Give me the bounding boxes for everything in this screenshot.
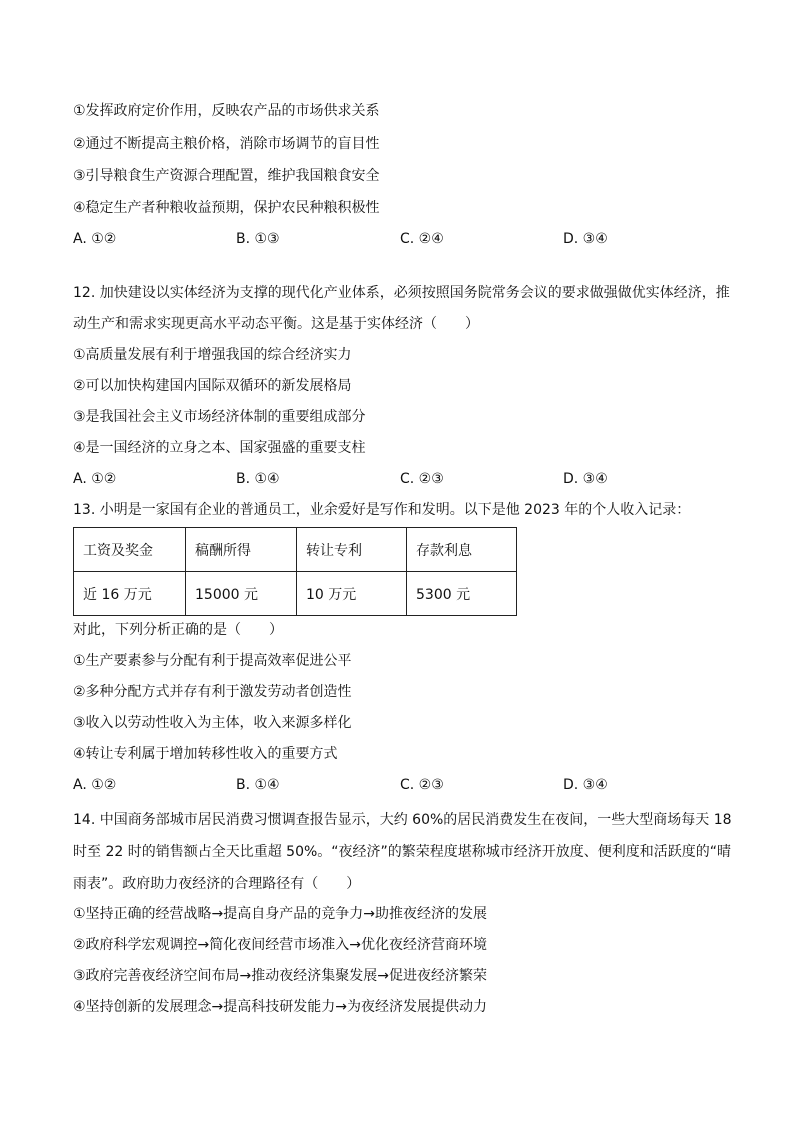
q11-option-b[interactable]: B. ①③ xyxy=(236,231,280,247)
table-header-cell: 转让专利 xyxy=(297,528,407,572)
q12-option-b[interactable]: B. ①④ xyxy=(236,471,280,487)
q12-option-a[interactable]: A. ①② xyxy=(73,471,117,487)
q14-stem-line-1: 14. 中国商务部城市居民消费习惯调查报告显示，大约 60%的居民消费发生在夜间，一些大型商场每天 18 xyxy=(73,812,732,828)
q11-item-2: ②通过不断提高主粮价格，消除市场调节的盲目性 xyxy=(73,136,380,152)
q13-options xyxy=(73,775,713,795)
table-value-cell: 5300 元 xyxy=(407,572,517,616)
q13-item-3: ③收入以劳动性收入为主体，收入来源多样化 xyxy=(73,715,352,731)
q14-item-4: ④坚持创新的发展理念→提高科技研发能力→为夜经济发展提供动力 xyxy=(73,999,488,1015)
q14-item-2: ②政府科学宏观调控→简化夜间经营市场准入→优化夜经济营商环境 xyxy=(73,937,488,953)
q11-options xyxy=(73,229,713,249)
table-value-cell: 近 16 万元 xyxy=(74,572,186,616)
q11-item-4: ④稳定生产者种粮收益预期，保护农民种粮积极性 xyxy=(73,200,380,216)
q12-item-4: ④是一国经济的立身之本、国家强盛的重要支柱 xyxy=(73,440,366,456)
q13-option-b[interactable]: B. ①④ xyxy=(236,777,280,793)
q13-item-2: ②多种分配方式并存有利于激发劳动者创造性 xyxy=(73,684,352,700)
table-header-cell: 稿酬所得 xyxy=(186,528,297,572)
table-header-cell: 存款利息 xyxy=(407,528,517,572)
q12-stem-line-2: 动生产和需求实现更高水平动态平衡。这是基于实体经济（ ） xyxy=(73,316,479,332)
q13-question: 对此，下列分析正确的是（ ） xyxy=(73,622,283,638)
table-header-cell: 工资及奖金 xyxy=(74,528,186,572)
q12-option-c[interactable]: C. ②③ xyxy=(400,471,444,487)
q13-item-4: ④转让专利属于增加转移性收入的重要方式 xyxy=(73,746,338,762)
q12-option-d[interactable]: D. ③④ xyxy=(563,471,608,487)
q12-options xyxy=(73,469,713,489)
income-table-header-row xyxy=(74,528,517,572)
q14-stem-line-2: 时至 22 时的销售额占全天比重超 50%。“夜经济”的繁荣程度堪称城市经济开放度、便利度和活跃度的“晴 xyxy=(73,844,732,860)
income-table-value-row xyxy=(74,572,517,616)
q11-option-c[interactable]: C. ②④ xyxy=(400,231,444,247)
q11-option-d[interactable]: D. ③④ xyxy=(563,231,608,247)
q11-item-3: ③引导粮食生产资源合理配置，维护我国粮食安全 xyxy=(73,168,380,184)
q11-item-1: ①发挥政府定价作用，反映农产品的市场供求关系 xyxy=(73,103,380,119)
q13-option-a[interactable]: A. ①② xyxy=(73,777,117,793)
q14-item-1: ①坚持正确的经营战略→提高自身产品的竞争力→助推夜经济的发展 xyxy=(73,906,488,922)
q11-option-a[interactable]: A. ①② xyxy=(73,231,117,247)
q14-stem-line-3: 雨表”。政府助力夜经济的合理路径有（ ） xyxy=(73,876,361,892)
q12-stem-line-1: 12. 加快建设以实体经济为支撑的现代化产业体系，必须按照国务院常务会议的要求做强做优实体经济，推 xyxy=(73,285,730,301)
table-value-cell: 10 万元 xyxy=(297,572,407,616)
q12-item-2: ②可以加快构建国内国际双循环的新发展格局 xyxy=(73,378,352,394)
q14-item-3: ③政府完善夜经济空间布局→推动夜经济集聚发展→促进夜经济繁荣 xyxy=(73,968,488,984)
q13-stem: 13. 小明是一家国有企业的普通员工，业余爱好是写作和发明。以下是他 2023 年的个人收入记录： xyxy=(73,502,691,518)
q13-option-c[interactable]: C. ②③ xyxy=(400,777,444,793)
q13-option-d[interactable]: D. ③④ xyxy=(563,777,608,793)
table-value-cell: 15000 元 xyxy=(186,572,297,616)
q12-item-1: ①高质量发展有利于增强我国的综合经济实力 xyxy=(73,347,352,363)
q13-item-1: ①生产要素参与分配有利于提高效率促进公平 xyxy=(73,653,352,669)
q12-item-3: ③是我国社会主义市场经济体制的重要组成部分 xyxy=(73,409,366,425)
income-table xyxy=(73,527,517,616)
